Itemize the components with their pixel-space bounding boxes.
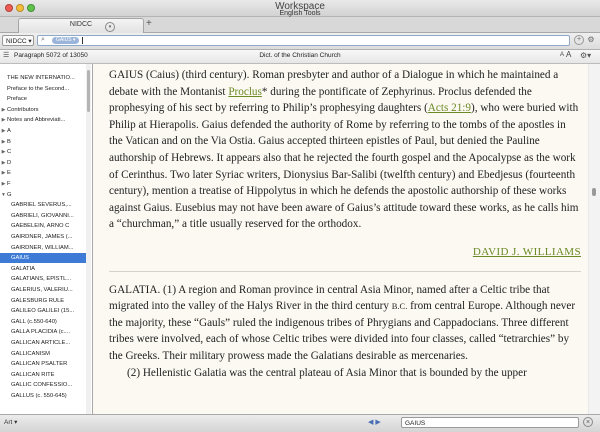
- toc-item[interactable]: [0, 370, 90, 380]
- entry-text: ), who were buried with Philip at Hierapolis. Gaius defended the authority of Rome by referring to the tombs of the apostles in the Vatican and on the Via Ostia. Gaius accepted thirteen epistles of Paul, but denied the Pauline authorship of Hebrews. It appears also that he rejected the fourth gospel and the Apocalypse as the work of Cerinthus. Two later Syriac writers, Dionysius Bar-Salibi (twelfth century) and Ebedjesus (fourteenth century), mention a treatise of Hippolytus in which he defends the apostolic authorship of these works against Gaius. Eusebius may not have been aware of Gaius’s attitude toward these works, as he calls him a “churchman,” a title usually reserved for the orthodox.: [109, 102, 579, 231]
- toc-item[interactable]: [0, 84, 86, 94]
- author-link[interactable]: DAVID J. WILLIAMS: [472, 245, 581, 258]
- toc-item[interactable]: [0, 338, 90, 348]
- toc-item[interactable]: [0, 105, 86, 115]
- toc-item[interactable]: [0, 158, 86, 168]
- article-scrollbar[interactable]: [589, 64, 600, 414]
- toc-item[interactable]: [0, 296, 90, 306]
- toc-item[interactable]: [0, 94, 86, 104]
- options-gear-icon[interactable]: ⚙▾: [580, 51, 592, 60]
- article-text: [109, 67, 581, 381]
- book-title: Dict. of the Christian Church: [259, 52, 341, 59]
- search-toolbar: [0, 33, 600, 50]
- toc-item-label: Notes and Abbreviati...: [7, 117, 66, 124]
- tab-label: NIDCC: [69, 21, 93, 28]
- toc-item-label: F: [7, 181, 11, 187]
- toc-item[interactable]: [0, 391, 90, 401]
- toc-item[interactable]: [0, 190, 86, 200]
- disclosure-triangle-icon[interactable]: ▼: [1, 191, 6, 198]
- toc-item[interactable]: [0, 243, 90, 253]
- find-input[interactable]: GAIUS: [401, 417, 579, 428]
- entry-gaius: [109, 67, 581, 233]
- toc-item-label: GABRIELI, GIOVANNI...: [11, 212, 74, 219]
- settings-gear-icon[interactable]: ⚙: [587, 35, 595, 44]
- toc-item-label: GABRIEL SEVERUS,...: [11, 202, 72, 209]
- close-find-icon[interactable]: ×: [583, 417, 593, 427]
- entry-galatia-continued: (2) Hellenistic Galatia was the central plateau of Asia Minor that is bounded by the upper: [127, 366, 527, 379]
- search-token-chip[interactable]: GAIUS ▾: [52, 37, 79, 44]
- toc-item-label: GAIUS: [11, 255, 30, 262]
- article-scroll-thumb[interactable]: [592, 188, 596, 196]
- add-circle-icon[interactable]: +: [574, 35, 584, 45]
- disclosure-triangle-icon[interactable]: ▶: [1, 117, 6, 124]
- toc-item[interactable]: [0, 137, 86, 147]
- toc-item-label: GALATIA: [11, 265, 36, 272]
- contents-menu-icon[interactable]: ☰: [3, 52, 10, 59]
- disclosure-triangle-icon[interactable]: ▶: [1, 170, 6, 177]
- panel-title: English Tools: [279, 10, 321, 17]
- toc-item-label: E: [7, 170, 11, 177]
- toc-item[interactable]: [0, 115, 86, 125]
- toc-item-label: GALLICAN PSALTER: [11, 361, 68, 368]
- toc-item-label: GALLICANISM: [11, 350, 50, 357]
- resource-select[interactable]: NIDCC ▾: [2, 35, 34, 46]
- search-icon: ⌕: [41, 36, 45, 43]
- toc-item[interactable]: [0, 126, 86, 136]
- era-abbrev: B.C.: [391, 301, 408, 312]
- toc-item-label: B: [7, 138, 11, 145]
- toc-item-label: GALESBURG RULE: [11, 297, 65, 304]
- disclosure-triangle-icon[interactable]: ▶: [1, 128, 6, 134]
- link-acts-21-9[interactable]: Acts 21:9: [427, 102, 471, 115]
- tab-menu-icon[interactable]: ▾: [105, 22, 115, 32]
- disclosure-triangle-icon[interactable]: ▶: [1, 106, 6, 113]
- disclosure-triangle-icon[interactable]: ▶: [1, 159, 6, 166]
- toc-item-label: GALLIC CONFESSIO...: [11, 382, 73, 389]
- toc-item-label: GALLICAN RITE: [11, 371, 55, 378]
- window-title: Workspace: [275, 1, 325, 12]
- toc-item-label: A: [7, 128, 11, 134]
- table-of-contents[interactable]: [0, 64, 93, 414]
- toc-item-label: Preface: [7, 96, 27, 103]
- toc-item-label: GAEBELEIN, ARNO C: [11, 223, 70, 230]
- history-nav-arrows[interactable]: ◀ ▶: [368, 419, 381, 426]
- toc-item[interactable]: [0, 317, 90, 327]
- sidebar-scroll-thumb[interactable]: [87, 70, 90, 112]
- toc-item-label: Preface to the Second...: [7, 85, 70, 92]
- toc-item-label: C: [7, 149, 12, 156]
- toc-item[interactable]: [0, 359, 90, 369]
- toc-item-label: GALL (c.550-640): [11, 318, 57, 325]
- text-caret: [82, 37, 83, 44]
- entry-text: * during the pontificate of Zephyrinus. Proclus defended the prophesying of his sect by referring to Philip’s prophesying daughters (: [109, 85, 532, 115]
- toc-item[interactable]: [0, 232, 90, 242]
- entry-divider: [109, 271, 581, 272]
- disclosure-triangle-icon[interactable]: ▶: [1, 149, 6, 156]
- disclosure-triangle-icon[interactable]: ▶: [1, 138, 6, 145]
- toc-item[interactable]: [0, 73, 86, 83]
- art-menu-button[interactable]: Art ▾: [4, 419, 18, 426]
- toc-item-label: GALILEO GALILEI (15...: [11, 308, 75, 315]
- entry-galatia: [109, 282, 581, 365]
- disclosure-triangle-icon[interactable]: ▶: [1, 181, 6, 187]
- toc-item[interactable]: [0, 274, 90, 284]
- sidebar-scrollbar[interactable]: [86, 64, 91, 414]
- toc-item[interactable]: [0, 327, 90, 337]
- link-proclus[interactable]: Proclus: [228, 85, 262, 98]
- toc-item[interactable]: [0, 264, 90, 274]
- entry-text: GALATIA. (1) A region and Roman province in central Asia Minor, named after a Celtic tribe that migrated into the valley of the Halys River in the third century: [109, 283, 550, 313]
- toc-item[interactable]: [0, 221, 90, 231]
- toc-item[interactable]: [0, 211, 90, 221]
- toc-item[interactable]: [0, 179, 86, 189]
- toc-item-label: GALERIUS, VALERIU...: [11, 287, 73, 293]
- toc-item-label: THE NEW INTERNATIO...: [7, 75, 75, 81]
- author-line: [109, 244, 581, 261]
- toc-item-label: GALLICAN ARTICLE...: [11, 340, 71, 346]
- toc-item[interactable]: [0, 306, 90, 316]
- toc-item-label: GALLUS (c. 550-645): [11, 393, 67, 399]
- decrease-font-button[interactable]: A: [560, 52, 565, 58]
- toc-item[interactable]: [0, 349, 90, 359]
- toc-item[interactable]: [0, 200, 90, 210]
- toc-item-label: Contributors: [7, 106, 39, 113]
- status-bar: [0, 414, 600, 432]
- entry-text: from central Europe. Although never the majority, these “Gauls” ruled the indigenous tribes of Phrygians and Cappadocians. Three different tribes were involved, each of whose Celtic tribes were divided into four classes, called “tetrarchies” by the Greeks. Their military prowess made the Galatians desirable as mercenaries.: [109, 300, 576, 362]
- increase-font-button[interactable]: A: [566, 50, 572, 59]
- tab-nidcc[interactable]: [18, 18, 144, 33]
- toc-item-label: G: [7, 191, 12, 198]
- toc-item[interactable]: [0, 380, 90, 390]
- toc-item-label: D: [7, 159, 12, 166]
- title-bar: [0, 0, 600, 17]
- paragraph-position: Paragraph 5072 of 13050: [14, 52, 88, 59]
- article-view: [93, 64, 588, 414]
- toc-item[interactable]: [0, 147, 86, 157]
- toc-item-label: GAIRDNER, WILLIAM...: [11, 244, 74, 251]
- entry-text: GAIUS (Caius) (third century). Roman presbyter and author of a Dialogue in which he maintained a debate with the Montanist: [109, 69, 559, 98]
- toc-item-label: GALATIANS, EPISTL...: [11, 276, 72, 283]
- add-tab-button[interactable]: +: [146, 18, 152, 29]
- toc-item-label: GAIRDNER, JAMES (...: [11, 234, 73, 240]
- toc-item[interactable]: [0, 253, 90, 263]
- toc-item-label: GALLA PLACIDIA (c....: [11, 329, 70, 336]
- search-input[interactable]: [37, 35, 570, 46]
- toc-item[interactable]: [0, 168, 86, 178]
- paragraph-bar: [0, 50, 600, 64]
- toc-item[interactable]: [0, 285, 90, 295]
